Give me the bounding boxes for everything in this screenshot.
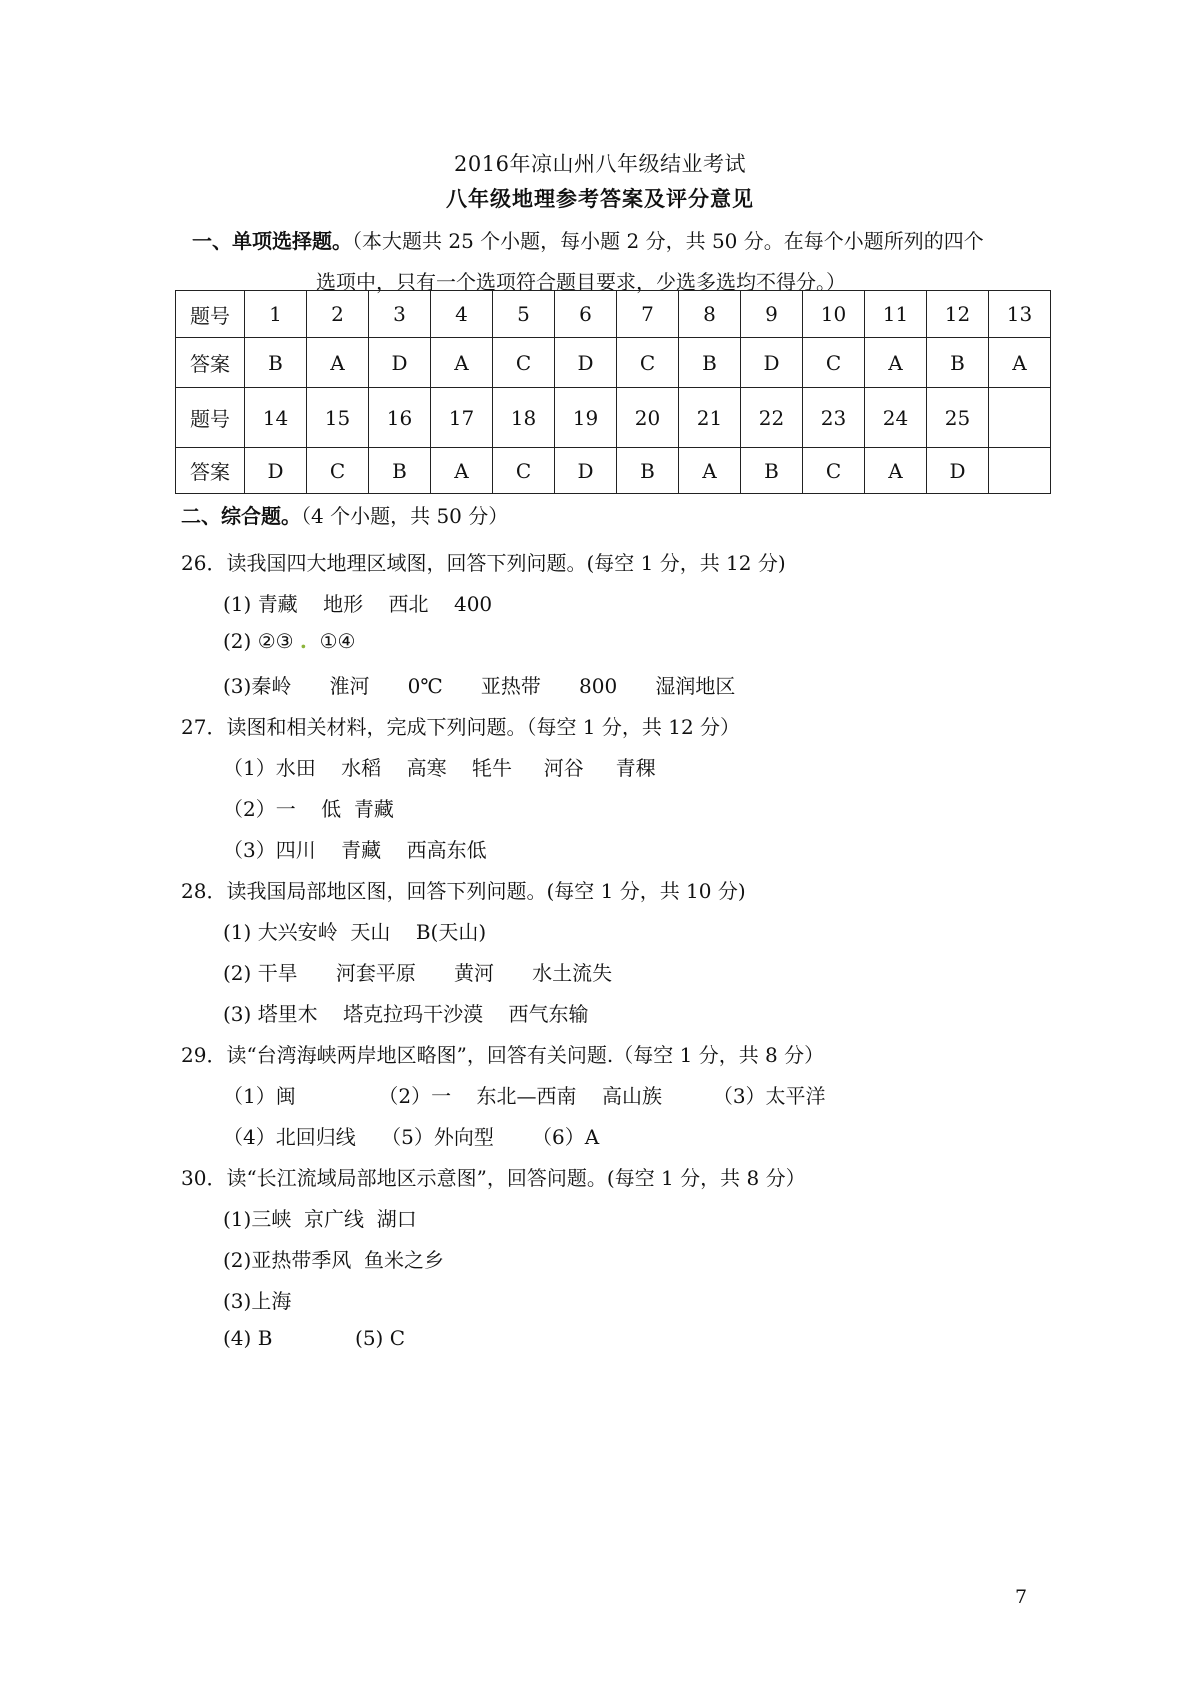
question-26-answer-1: (1) 青藏 地形 西北 400 [223,592,493,616]
table-cell: C [307,448,369,494]
table-cell: B [679,338,741,388]
question-28-answer-2: (2) 干旱 河套平原 黄河 水土流失 [223,961,613,985]
table-row-answers-1 [176,338,1051,388]
table-cell: 21 [679,388,741,448]
table-cell: 9 [741,291,803,338]
table-cell: 7 [617,291,679,338]
question-27-answer-1: （1）水田 水稻 高寒 牦牛 河谷 青稞 [223,756,656,780]
table-cell: 11 [865,291,927,338]
table-cell: 1 [245,291,307,338]
question-27-answer-3: （3）四川 青藏 西高东低 [223,838,487,862]
question-29-title: 29．读“台湾海峡两岸地区略图”，回答有关问题.（每空 1 分，共 8 分） [181,1043,825,1067]
table-cell: 12 [927,291,989,338]
section-2-intro [181,500,508,529]
table-cell: C [493,338,555,388]
table-cell: D [555,448,617,494]
table-cell [989,448,1051,494]
question-30-answer-2: (2)亚热带季风 鱼米之乡 [223,1248,445,1272]
table-cell: 15 [307,388,369,448]
table-cell: 23 [803,388,865,448]
table-cell: B [741,448,803,494]
section-1-note-line2: 选项中，只有一个选项符合题目要求，少选多选均不得分。） [316,270,846,294]
green-dot-mark: . [299,629,307,653]
table-cell: C [803,338,865,388]
table-cell: 24 [865,388,927,448]
table-cell: B [617,448,679,494]
row-label-answer: 答案 [176,448,245,494]
table-cell: A [431,448,493,494]
answer-key-title: 八年级地理参考答案及评分意见 [446,186,754,211]
table-cell: 19 [555,388,617,448]
question-29-answer-2: （4）北回归线 （5）外向型 （6）A [223,1125,600,1149]
row-label-answer: 答案 [176,338,245,388]
question-28-answer-1: (1) 大兴安岭 天山 B(天山) [223,920,487,944]
table-cell: 20 [617,388,679,448]
section-2-heading: 二、综合题。 [181,504,301,528]
question-29-answer-1: （1）闽 （2）一 东北—西南 高山族 （3）太平洋 [223,1084,826,1108]
table-cell: B [245,338,307,388]
table-cell: B [927,338,989,388]
table-row-numbers-1 [176,291,1051,338]
table-cell: 25 [927,388,989,448]
question-27-title: 27．读图和相关材料，完成下列问题。（每空 1 分，共 12 分） [181,715,741,739]
table-cell: 13 [989,291,1051,338]
table-cell: C [493,448,555,494]
table-cell: A [989,338,1051,388]
question-30-answer-4: (4) B (5) C [223,1326,406,1350]
question-30-answer-1: (1)三峡 京广线 湖口 [223,1207,417,1231]
table-row-answers-2 [176,448,1051,494]
question-26-answer-3: (3)秦岭 淮河 0℃ 亚热带 800 湿润地区 [223,674,736,698]
table-cell: 17 [431,388,493,448]
question-27-answer-2: （2）一 低 青藏 [223,797,394,821]
table-cell: 4 [431,291,493,338]
exam-title: 2016年凉山州八年级结业考试 [454,152,746,176]
table-cell: A [307,338,369,388]
table-cell: C [617,338,679,388]
table-cell: 14 [245,388,307,448]
table-cell: A [865,338,927,388]
answer-table [175,290,1051,494]
table-row-numbers-2 [176,388,1051,448]
question-28-answer-3: (3) 塔里木 塔克拉玛干沙漠 西气东输 [223,1002,589,1026]
question-30-answer-3: (3)上海 [223,1289,292,1313]
question-26-title: 26．读我国四大地理区域图，回答下列问题。(每空 1 分，共 12 分) [181,551,786,575]
section-2-note: （4 个小题，共 50 分） [301,504,509,528]
answer-text: (2) ②③ [223,629,300,653]
table-cell: 8 [679,291,741,338]
row-label-question: 题号 [176,291,245,338]
table-cell: D [245,448,307,494]
table-cell: A [865,448,927,494]
table-cell: 2 [307,291,369,338]
table-cell [989,388,1051,448]
question-26-answer-2 [223,629,355,653]
table-cell: 6 [555,291,617,338]
question-28-title: 28．读我国局部地区图，回答下列问题。(每空 1 分，共 10 分) [181,879,746,903]
table-cell: C [803,448,865,494]
table-cell: 18 [493,388,555,448]
table-cell: 10 [803,291,865,338]
table-cell: 16 [369,388,431,448]
section-1-heading: 一、单项选择题。 [192,229,352,253]
page-number: 7 [1015,1586,1028,1608]
table-cell: 3 [369,291,431,338]
table-cell: B [369,448,431,494]
table-cell: A [679,448,741,494]
row-label-question: 题号 [176,388,245,448]
table-cell: A [431,338,493,388]
table-cell: D [741,338,803,388]
section-1-note-line1: （本大题共 25 个小题，每小题 2 分，共 50 分。在每个小题所列的四个 [352,229,984,253]
table-cell: D [369,338,431,388]
table-cell: D [555,338,617,388]
table-cell: D [927,448,989,494]
answer-text: ①④ [306,629,356,653]
question-30-title: 30．读“长江流域局部地区示意图”，回答问题。(每空 1 分，共 8 分） [181,1166,806,1190]
table-cell: 5 [493,291,555,338]
table-cell: 22 [741,388,803,448]
